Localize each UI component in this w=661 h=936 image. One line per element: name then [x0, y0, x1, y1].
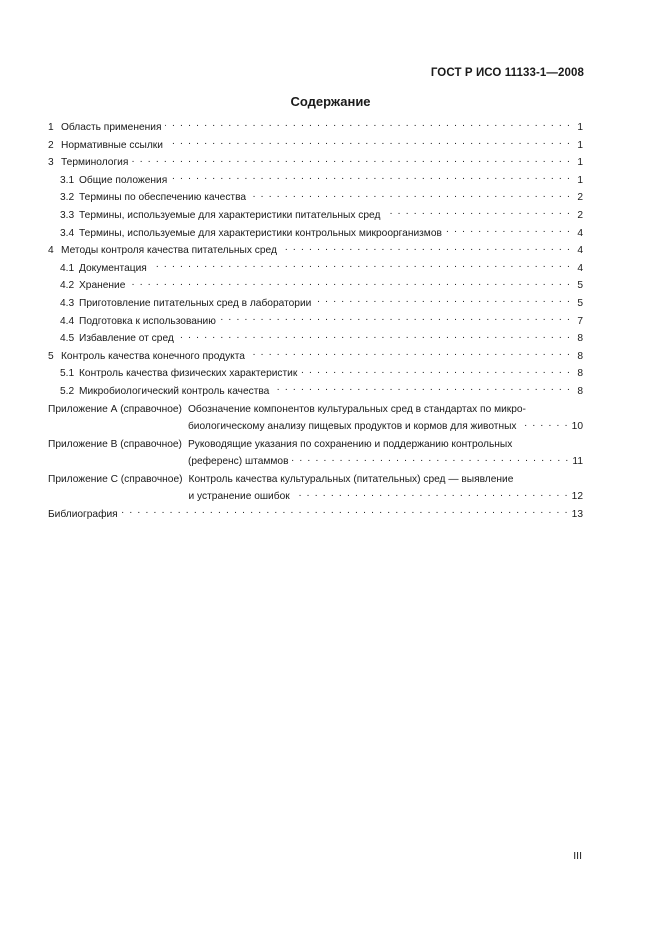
appendix-title: [188, 401, 583, 436]
toc-entry-page: 10: [571, 421, 583, 433]
toc-entry-number: 4.3: [60, 297, 75, 309]
toc-entry-label: Нормативные ссылки: [61, 139, 163, 151]
toc-entry-4[interactable]: [48, 242, 583, 260]
toc-entry-number: 4.4: [60, 315, 75, 327]
toc-entry-number: 3.1: [60, 174, 75, 186]
toc-entry-page: 1: [577, 174, 583, 186]
appendix-title-line: биологическому анализу пищевых продуктов и кормов для животных: [187, 421, 517, 433]
appendix-heading: Приложение С (справочное): [48, 473, 183, 485]
dot-leader: [281, 242, 571, 253]
toc-entry-label: Терминология: [61, 157, 129, 169]
toc-entry-4-5[interactable]: [48, 330, 583, 348]
toc-entry-label: Микробиологический контроль качества: [79, 385, 270, 397]
toc-entry-page: 5: [577, 280, 583, 292]
toc-entry-page: 8: [577, 333, 583, 345]
toc-entry-page: 11: [572, 456, 583, 468]
dot-leader: [165, 119, 571, 130]
toc-entry-page: 7: [577, 315, 583, 327]
toc-entry-page: 8: [577, 385, 583, 397]
toc-entry-number: 3.4: [60, 227, 75, 239]
toc-entry-5[interactable]: [48, 348, 583, 366]
toc-entry-4-1[interactable]: [48, 260, 583, 278]
toc-entry-label: Область применения: [61, 122, 162, 133]
toc-entry-number: 3.2: [60, 192, 75, 204]
toc-entry-label: Контроль качества конечного продукта: [61, 350, 245, 362]
toc-entry-page: 5: [577, 297, 583, 309]
toc-entry-page: 13: [571, 509, 583, 521]
toc-entry-number: 5.1: [60, 368, 75, 380]
appendix-title-line-last: [188, 418, 583, 436]
toc-entry-label: Контроль качества физических характеристик: [79, 368, 298, 380]
toc-entry-label: Документация: [79, 262, 147, 274]
appendix-title-line: (референс) штаммов: [187, 456, 289, 468]
toc-entry-5-1[interactable]: [48, 365, 583, 383]
appendix-title: [188, 436, 583, 471]
appendix-title-line: и устранение ошибок: [188, 491, 290, 503]
toc-entry-label: Общие положения: [79, 174, 168, 186]
dot-leader: [132, 154, 571, 165]
toc-appendix-a[interactable]: [48, 401, 583, 436]
dot-leader: [294, 488, 569, 499]
toc-entry-page: 1: [577, 157, 583, 169]
appendix-title-line-last: [189, 488, 583, 506]
toc-appendix-c[interactable]: [48, 471, 583, 506]
page-title: Содержание: [290, 94, 371, 109]
dot-leader: [178, 330, 571, 341]
toc-entry-page: 8: [577, 350, 583, 362]
toc-entry-page: 4: [577, 227, 583, 239]
toc-entry-label: Термины по обеспечению качества: [79, 192, 247, 204]
toc-entry-number: 4.1: [60, 262, 75, 274]
appendix-heading: Приложение А (справочное): [48, 403, 182, 415]
dot-leader: [301, 365, 571, 376]
dot-leader: [171, 172, 571, 183]
toc-entry-page: 8: [577, 368, 583, 380]
table-of-contents: [48, 119, 583, 524]
toc-entry-3-3[interactable]: [48, 207, 583, 225]
appendix-title-line: Руководящие указания по сохранению и поддержанию контрольных: [187, 438, 513, 450]
toc-entry-number: 2: [48, 139, 54, 151]
toc-entry-number: 5.2: [60, 385, 75, 397]
appendix-title: [189, 471, 583, 506]
toc-entry-label: Термины, используемые для характеристики питательных сред: [79, 209, 381, 221]
dot-leader: [122, 506, 569, 517]
toc-entry-page: 12: [571, 491, 583, 503]
toc-entry-label: Библиография: [48, 509, 118, 521]
toc-entry-3-2[interactable]: [48, 189, 583, 207]
toc-entry-3-4[interactable]: [48, 225, 583, 243]
toc-entry-number: 3.3: [60, 209, 75, 221]
dot-leader: [129, 277, 571, 288]
dot-leader: [151, 260, 571, 271]
toc-entry-label: Методы контроля качества питательных сред: [61, 245, 277, 257]
toc-entry-number: 3: [48, 157, 54, 169]
dot-leader: [167, 137, 571, 148]
toc-entry-1[interactable]: [48, 119, 583, 137]
toc-entry-label: Приготовление питательных сред в лаборатории: [79, 297, 312, 309]
toc-entry-label: Подготовка к использованию: [79, 315, 216, 327]
appendix-heading: Приложение В (справочное): [48, 438, 182, 450]
dot-leader: [446, 225, 571, 236]
toc-entry-bibliography[interactable]: [48, 506, 583, 524]
toc-entry-4-4[interactable]: [48, 313, 583, 331]
toc-entry-2[interactable]: [48, 137, 583, 155]
toc-entry-number: 4.2: [60, 280, 75, 292]
toc-entry-3-1[interactable]: [48, 172, 583, 190]
dot-leader: [250, 189, 571, 200]
toc-entry-number: 4: [48, 245, 54, 257]
toc-entry-label: Хранение: [79, 280, 126, 292]
toc-entry-number: 1: [48, 122, 54, 133]
toc-entry-label: Термины, используемые для характеристики контрольных микроорганизмов: [79, 227, 442, 239]
dot-leader: [384, 207, 571, 218]
dot-leader: [249, 348, 571, 359]
toc-entry-3[interactable]: [48, 154, 583, 172]
appendix-title-line-last: [188, 453, 583, 471]
toc-entry-number: 4.5: [60, 333, 75, 345]
appendix-title-line: Обозначение компонентов культуральных сред в стандартах по микро-: [187, 403, 526, 415]
toc-entry-page: 1: [577, 122, 583, 133]
toc-entry-5-2[interactable]: [48, 383, 583, 401]
toc-entry-page: 1: [577, 139, 583, 151]
page-number: III: [573, 850, 582, 862]
toc-entry-number: 5: [48, 350, 54, 362]
toc-entry-4-3[interactable]: [48, 295, 583, 313]
document-id: ГОСТ Р ИСО 11133-1—2008: [430, 67, 584, 79]
toc-entry-page: 4: [577, 245, 583, 257]
toc-entry-4-2[interactable]: [48, 277, 583, 295]
dot-leader: [315, 295, 571, 306]
toc-appendix-b[interactable]: [48, 436, 583, 471]
toc-entry-label: Избавление от сред: [79, 333, 174, 345]
dot-leader: [273, 383, 571, 394]
toc-entry-page: 2: [577, 209, 583, 221]
dot-leader: [521, 418, 569, 429]
toc-entry-page: 4: [577, 262, 583, 274]
appendix-title-line: Контроль качества культуральных (питательных) сред — выявление: [188, 473, 514, 485]
toc-entry-page: 2: [577, 192, 583, 204]
dot-leader: [220, 313, 571, 324]
dot-leader: [292, 453, 569, 464]
